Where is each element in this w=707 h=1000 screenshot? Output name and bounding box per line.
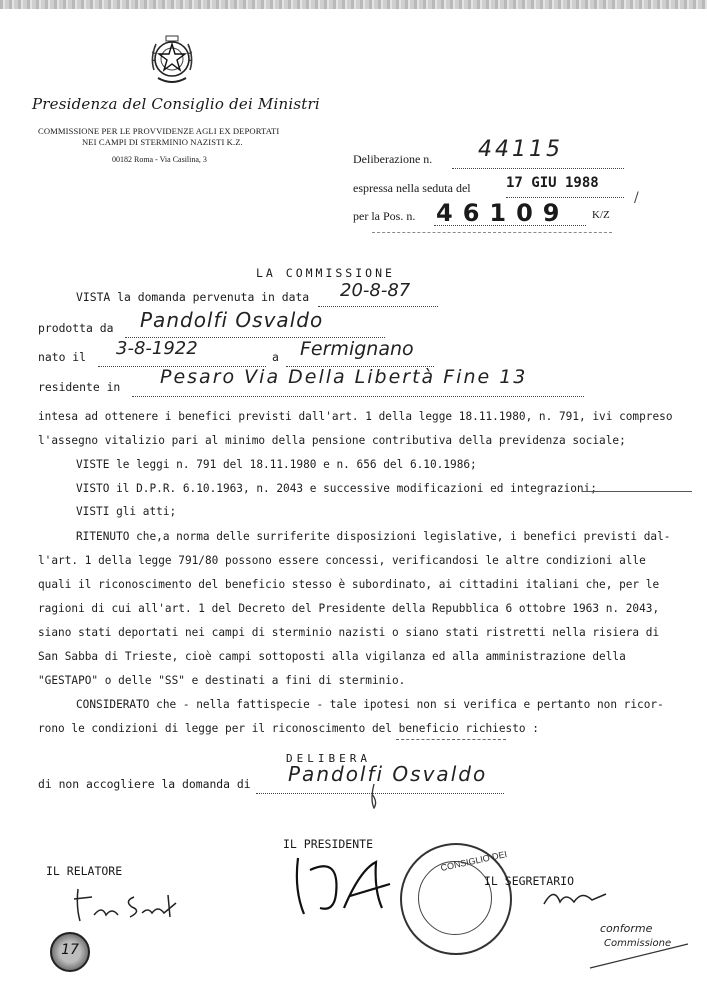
faint-dashed-line bbox=[372, 232, 612, 233]
birthplace-handwritten: Fermignano bbox=[300, 338, 414, 360]
applicant-name-handwritten: Pandolfi Osvaldo bbox=[140, 308, 324, 332]
segretario-label: IL SEGRETARIO bbox=[484, 874, 575, 888]
decision-name-handwritten: Pandolfi Osvaldo bbox=[288, 762, 488, 786]
residente-label: residente in bbox=[38, 380, 121, 394]
seduta-date-stamp: 17 GIU 1988 bbox=[506, 175, 599, 191]
pos-suffix: K/Z bbox=[592, 209, 610, 221]
organization-subtitle-line-2: NEI CAMPI DI STERMINIO NAZISTI K.Z. bbox=[82, 137, 243, 147]
seal-number: 17 bbox=[61, 942, 79, 958]
body-line: l'art. 1 della legge 791/80 possono essere concessi, verificandosi le altre condizioni alle bbox=[38, 554, 646, 567]
pos-label: per la Pos. n. bbox=[353, 209, 416, 223]
vista-date-handwritten: 20-8-87 bbox=[340, 280, 411, 301]
body-line: siano stati deportati nei campi di sterminio nazisti o siano stati ristretti nella risiera di bbox=[38, 626, 660, 639]
organization-title: Presidenza del Consiglio dei Ministri bbox=[32, 95, 320, 113]
deliberazione-label: Deliberazione n. bbox=[353, 152, 433, 166]
faint-dashed-line bbox=[396, 739, 506, 740]
organization-address: 00182 Roma - Via Casilina, 3 bbox=[112, 155, 207, 164]
body-line: VISTO il D.P.R. 6.10.1963, n. 2043 e successive modificazioni ed integrazioni; bbox=[76, 482, 597, 495]
diagonal-pen-stroke bbox=[588, 940, 698, 970]
body-line: CONSIDERATO che - nella fattispecie - tale ipotesi non si verifica e pertanto non ricor- bbox=[76, 698, 664, 711]
seduta-label: espressa nella seduta del bbox=[353, 181, 471, 195]
prodotta-label: prodotta da bbox=[38, 321, 114, 335]
body-line: quali il riconoscimento del beneficio stesso è subordinato, ai cittadini italiani che, per le bbox=[38, 578, 660, 591]
body-line: rono le condizioni di legge per il riconoscimento del beneficio richiesto : bbox=[38, 722, 539, 735]
deliberazione-number: 44115 bbox=[478, 137, 563, 162]
body-line: ragioni di cui all'art. 1 del Decreto del Presidente della Repubblica 6 ottobre 1963 n. 2043, bbox=[38, 602, 660, 615]
body-line: VISTE le leggi n. 791 del 18.11.1980 e n. 656 del 6.10.1986; bbox=[76, 458, 477, 471]
organization-subtitle-line-1: COMMISSIONE PER LE PROVVIDENZE AGLI EX DEPORTATI bbox=[38, 126, 280, 136]
residence-handwritten: Pesaro Via Della Libertà Fine 13 bbox=[160, 366, 528, 388]
nato-label: nato il bbox=[38, 350, 87, 364]
vista-label: VISTA la domanda pervenuta in data bbox=[76, 290, 310, 304]
body-line: VISTI gli atti; bbox=[76, 505, 177, 518]
birth-date-handwritten: 3-8-1922 bbox=[116, 338, 198, 359]
handwritten-stroke bbox=[582, 491, 692, 492]
relatore-signature bbox=[72, 885, 182, 925]
conforme-text: conforme bbox=[600, 922, 653, 935]
commission-heading: LA COMMISSIONE bbox=[256, 266, 395, 280]
delibera-heading: DELIBERA bbox=[286, 752, 371, 765]
body-line: RITENUTO che,a norma delle surriferite disposizioni legislative, i benefici previsti dal- bbox=[76, 530, 671, 543]
numbered-seal-icon bbox=[50, 932, 90, 972]
body-line: l'assegno vitalizio pari al minimo della pensione contributiva della previdenza sociale; bbox=[38, 434, 626, 447]
body-line: "GESTAPO" o delle "SS" e destinati a fini di sterminio. bbox=[38, 674, 406, 687]
body-line: intesa ad ottenere i benefici previsti dall'art. 1 della legge 18.11.1980, n. 791, ivi compreso bbox=[38, 410, 673, 423]
margin-mark: / bbox=[634, 190, 639, 206]
photocopy-noise-band bbox=[0, 0, 707, 9]
commissione-text: Commissione bbox=[604, 938, 672, 949]
president-signature bbox=[290, 850, 400, 920]
relatore-label: IL RELATORE bbox=[46, 864, 123, 878]
a-label: a bbox=[272, 350, 279, 364]
handwritten-mark bbox=[360, 782, 390, 812]
secretary-signature bbox=[540, 880, 610, 914]
italian-republic-emblem-icon bbox=[144, 30, 200, 88]
pos-number-stamp: 46109 bbox=[436, 199, 570, 227]
body-line: San Sabba di Trieste, cioè campi sottoposti alla vigilanza ed alla amministrazione della bbox=[38, 650, 626, 663]
presidente-label: IL PRESIDENTE bbox=[283, 837, 374, 851]
stamp-text: CONSIGLIO DEI bbox=[439, 849, 508, 873]
decision-text: di non accogliere la domanda di bbox=[38, 777, 251, 791]
